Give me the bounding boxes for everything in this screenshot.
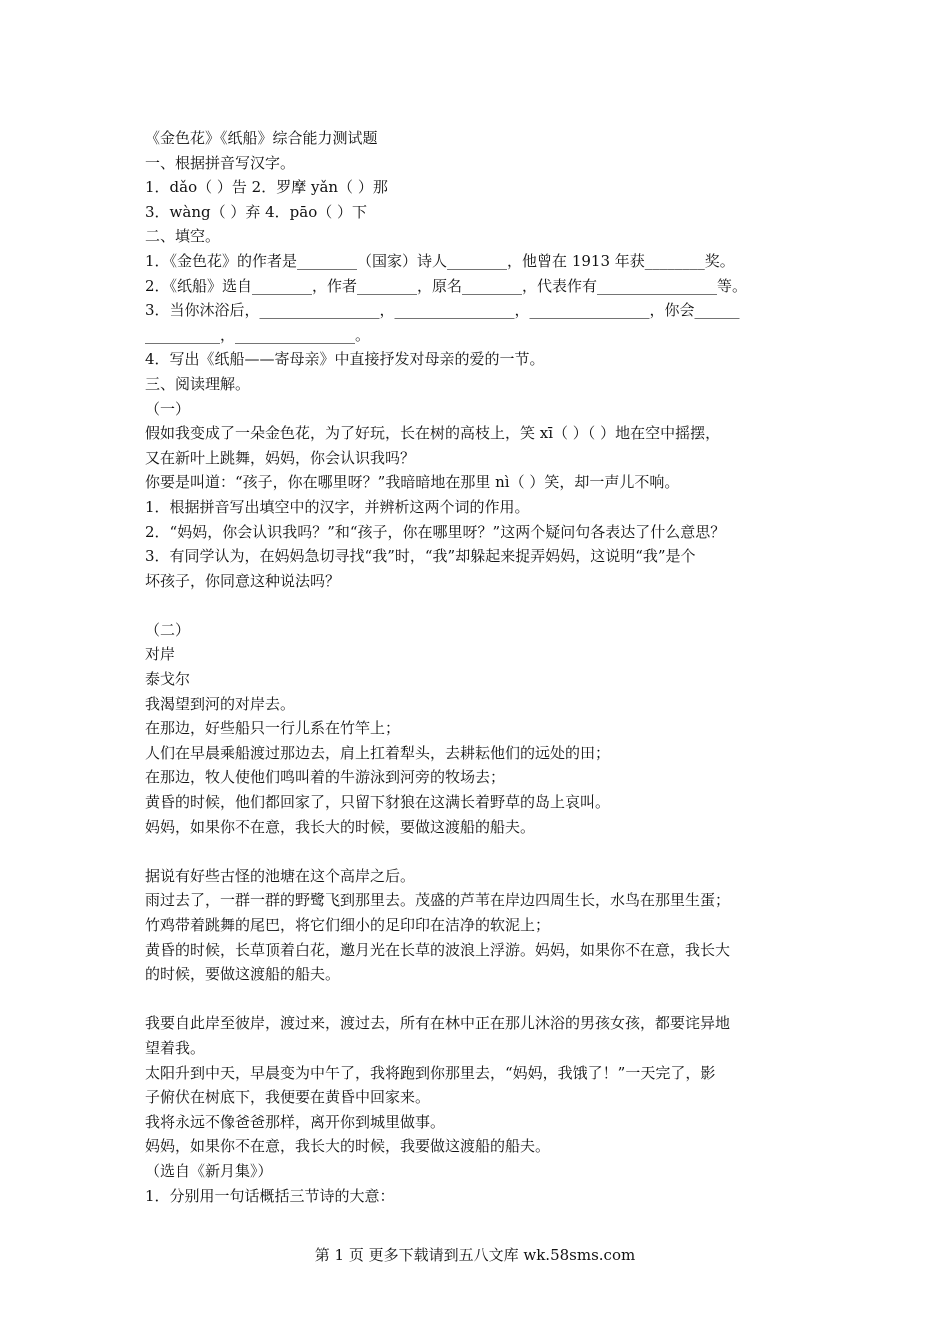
- text-line: 3．wàng（ ）弃 4．pāo（ ）下: [145, 202, 368, 221]
- poem-title: 对岸: [145, 645, 176, 664]
- poem-line: 我渴望到河的对岸去。: [145, 694, 296, 713]
- poem-line: 我要自此岸至彼岸，渡过来，渡过去，所有在林中正在那儿沐浴的男孩女孩，都要诧异地: [145, 1014, 731, 1033]
- poem-line: 的时候，要做这渡船的船夫。: [145, 965, 341, 984]
- doc-title: 《金色花》《纸船》综合能力测试题: [145, 129, 378, 147]
- text-line: 又在新叶上跳舞，妈妈，你会认识我吗？: [145, 448, 416, 467]
- poem-line: 据说有好些古怪的池塘在这个高岸之后。: [145, 866, 416, 885]
- poem-line: 我将永远不像爸爸那样，离开你到城里做事。: [145, 1112, 446, 1131]
- poem-line: 人们在早晨乘船渡过那边去，肩上扛着犁头，去耕耘他们的远处的田；: [145, 743, 611, 762]
- subsection-heading: （一）: [145, 399, 191, 418]
- section-heading-2: 二、填空。: [145, 227, 221, 246]
- poem-line: 子俯伏在树底下，我便要在黄昏中回家来。: [145, 1088, 431, 1107]
- blank-line: [145, 987, 825, 1012]
- text-line: 1．《金色花》的作者是________（国家）诗人________，他曾在 1913 年获________奖。: [145, 251, 735, 270]
- poem-author: 泰戈尔: [145, 670, 191, 689]
- text-line: 1．根据拼音写出填空中的汉字，并辨析这两个词的作用。: [145, 497, 530, 516]
- poem-source: （选自《新月集》）: [145, 1161, 273, 1180]
- text-line: 坏孩子，你同意这种说法吗？: [145, 571, 341, 590]
- poem-line: 妈妈，如果你不在意，我长大的时候，要做这渡船的船夫。: [145, 817, 536, 836]
- text-line: 你要是叫道：“孩子，你在哪里呀？”我暗暗地在那里 nì（ ）笑，却一声儿不响。: [145, 473, 680, 492]
- text-line: 2．《纸船》选自________，作者________，原名________，代表作有________________等。: [145, 276, 748, 295]
- text-line: 4．写出《纸船——寄母亲》中直接抒发对母亲的爱的一节。: [145, 350, 545, 369]
- poem-line: 妈妈，如果你不在意，我长大的时候，我要做这渡船的船夫。: [145, 1137, 551, 1156]
- page-footer: 第 1 页 更多下载请到五八文库 wk.58sms.com: [314, 1246, 636, 1264]
- poem-line: 黄昏的时候，他们都回家了，只留下豺狼在这满长着野草的岛上哀叫。: [145, 793, 611, 812]
- subsection-heading: （二）: [145, 620, 191, 639]
- poem-line: 望着我。: [145, 1038, 206, 1057]
- text-line: 1．dǎo（ ）告 2．罗摩 yǎn（ ）那: [145, 178, 388, 197]
- poem-line: 太阳升到中天，早晨变为中午了，我将跑到你那里去，“妈妈，我饿了！”一天完了，影: [145, 1063, 716, 1082]
- poem-line: 黄昏的时候，长草顶着白花，邀月光在长草的波浪上浮游。妈妈，如果你不在意，我长大: [145, 940, 731, 959]
- poem-line: 竹鸡带着跳舞的尾巴，将它们细小的足印印在洁净的软泥上；: [145, 916, 551, 934]
- section-heading-1: 一、根据拼音写汉字。: [145, 153, 296, 172]
- poem-line: 在那边，好些船只一行儿系在竹竿上；: [145, 719, 401, 738]
- text-line: 假如我变成了一朵金色花，为了好玩，长在树的高枝上，笑 xī（ ）（ ）地在空中摇摆，: [145, 424, 721, 443]
- poem-line: 雨过去了，一群一群的野鹭飞到那里去。茂盛的芦苇在岸边四周生长，水鸟在那里生蛋；: [145, 891, 731, 910]
- text-line: 2．“妈妈，你会认识我吗？”和“孩子，你在哪里呀？”这两个疑问句各表达了什么意思？: [145, 522, 726, 541]
- document-body: [145, 126, 825, 1208]
- text-line: 3．当你沐浴后，________________，________________，________________，你会______: [145, 301, 740, 320]
- blank-line: [145, 593, 825, 618]
- question-line: 1．分别用一句话概括三节诗的大意：: [145, 1186, 395, 1205]
- text-line: 3．有同学认为，在妈妈急切寻找“我”时，“我”却躲起来捉弄妈妈，这说明“我”是个: [145, 547, 696, 566]
- section-heading-3: 三、阅读理解。: [145, 374, 251, 393]
- text-line: __________，________________。: [145, 325, 371, 344]
- poem-line: 在那边，牧人使他们鸣叫着的牛游泳到河旁的牧场去；: [145, 768, 506, 787]
- blank-line: [145, 839, 825, 864]
